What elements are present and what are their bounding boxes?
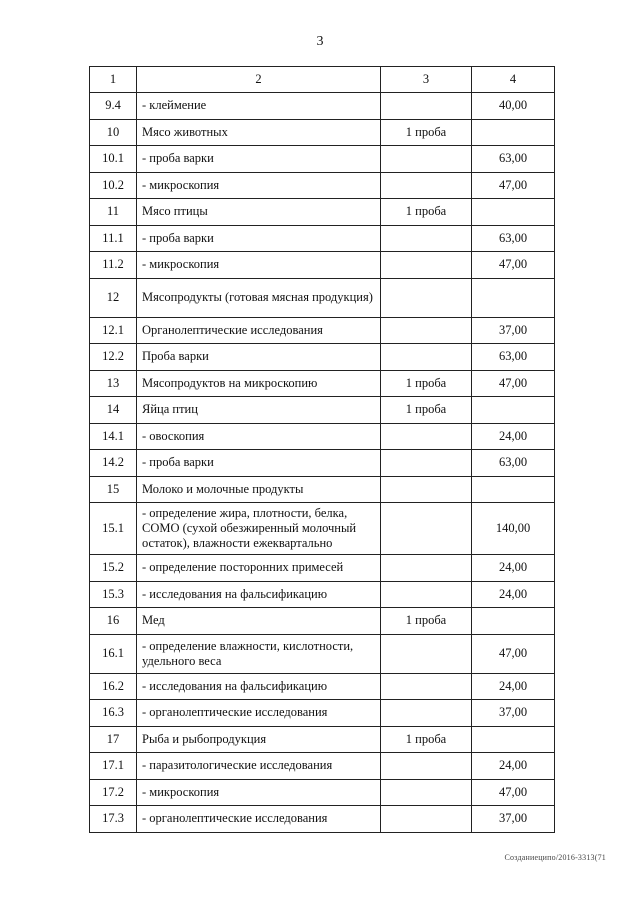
row-name: - определение влажности, кислотности, удельного веса: [137, 634, 381, 673]
row-price: 47,00: [472, 252, 555, 279]
row-number: 17.1: [90, 753, 137, 780]
row-name: Проба варки: [137, 344, 381, 371]
row-price: 24,00: [472, 673, 555, 700]
row-unit: [381, 450, 472, 477]
row-name: - микроскопия: [137, 252, 381, 279]
row-number: 17.2: [90, 779, 137, 806]
row-price: [472, 199, 555, 226]
table-row: [90, 581, 555, 608]
table-row: [90, 476, 555, 503]
row-unit: [381, 673, 472, 700]
row-unit: [381, 503, 472, 555]
table-row: [90, 93, 555, 120]
row-unit: [381, 806, 472, 833]
table-row: [90, 119, 555, 146]
row-price: 140,00: [472, 503, 555, 555]
row-number: 14.2: [90, 450, 137, 477]
row-unit: [381, 172, 472, 199]
table-row: [90, 555, 555, 582]
table-row: [90, 172, 555, 199]
row-unit: [381, 700, 472, 727]
row-number: 10.2: [90, 172, 137, 199]
row-price: [472, 608, 555, 635]
row-unit: 1 проба: [381, 370, 472, 397]
row-unit: [381, 317, 472, 344]
row-number: 10: [90, 119, 137, 146]
table-row: [90, 634, 555, 673]
row-name: - овоскопия: [137, 423, 381, 450]
table-row: [90, 397, 555, 424]
row-name: - микроскопия: [137, 172, 381, 199]
table-row: [90, 450, 555, 477]
row-unit: [381, 93, 472, 120]
row-name: - определение посторонних примесей: [137, 555, 381, 582]
row-unit: [381, 476, 472, 503]
column-header-3: 3: [381, 67, 472, 93]
row-name: - проба варки: [137, 146, 381, 173]
table-row: [90, 146, 555, 173]
table-row: [90, 317, 555, 344]
row-name: Молоко и молочные продукты: [137, 476, 381, 503]
table-row: [90, 700, 555, 727]
row-number: 16.3: [90, 700, 137, 727]
row-number: 16: [90, 608, 137, 635]
document-footer-code: Созданиеципо/2016-3313(71: [504, 853, 606, 862]
table-row: [90, 673, 555, 700]
row-name: Мед: [137, 608, 381, 635]
row-unit: [381, 225, 472, 252]
column-header-1: 1: [90, 67, 137, 93]
table-row: [90, 423, 555, 450]
row-name: - микроскопия: [137, 779, 381, 806]
row-unit: [381, 278, 472, 317]
row-name: - органолептические исследования: [137, 700, 381, 727]
row-number: 17: [90, 726, 137, 753]
row-name: Рыба и рыбопродукция: [137, 726, 381, 753]
row-price: 40,00: [472, 93, 555, 120]
row-name: Мясо птицы: [137, 199, 381, 226]
row-unit: [381, 634, 472, 673]
table-row: [90, 806, 555, 833]
row-price: 63,00: [472, 225, 555, 252]
row-price: 63,00: [472, 450, 555, 477]
row-unit: [381, 423, 472, 450]
page-number: 3: [316, 34, 324, 49]
row-number: 13: [90, 370, 137, 397]
row-price: 47,00: [472, 172, 555, 199]
row-number: 14.1: [90, 423, 137, 450]
row-price: 63,00: [472, 344, 555, 371]
table-row: [90, 225, 555, 252]
row-unit: 1 проба: [381, 726, 472, 753]
row-name: - органолептические исследования: [137, 806, 381, 833]
row-price: 24,00: [472, 423, 555, 450]
row-price: 37,00: [472, 317, 555, 344]
row-price: 24,00: [472, 753, 555, 780]
row-price: [472, 726, 555, 753]
row-number: 11.2: [90, 252, 137, 279]
column-header-2: 2: [137, 67, 381, 93]
table-row: [90, 278, 555, 317]
table-row: [90, 726, 555, 753]
row-number: 15.3: [90, 581, 137, 608]
table-row: [90, 608, 555, 635]
row-number: 12: [90, 278, 137, 317]
row-price: [472, 278, 555, 317]
table-row: [90, 503, 555, 555]
table-row: [90, 779, 555, 806]
row-name: Яйца птиц: [137, 397, 381, 424]
row-price: 47,00: [472, 370, 555, 397]
row-number: 10.1: [90, 146, 137, 173]
row-name: Мясопродукты (готовая мясная продукция): [137, 278, 381, 317]
price-table: [89, 66, 555, 833]
table-row: [90, 252, 555, 279]
row-number: 15.2: [90, 555, 137, 582]
row-number: 15: [90, 476, 137, 503]
row-number: 16.1: [90, 634, 137, 673]
row-name: - исследования на фальсификацию: [137, 673, 381, 700]
row-number: 14: [90, 397, 137, 424]
row-name: - проба варки: [137, 450, 381, 477]
row-unit: [381, 146, 472, 173]
row-price: 24,00: [472, 555, 555, 582]
row-price: 47,00: [472, 634, 555, 673]
row-price: [472, 476, 555, 503]
row-price: 63,00: [472, 146, 555, 173]
row-unit: 1 проба: [381, 199, 472, 226]
row-number: 12.2: [90, 344, 137, 371]
row-price: 24,00: [472, 581, 555, 608]
row-number: 15.1: [90, 503, 137, 555]
row-number: 11.1: [90, 225, 137, 252]
row-price: 37,00: [472, 806, 555, 833]
table-row: [90, 753, 555, 780]
row-price: 47,00: [472, 779, 555, 806]
row-unit: [381, 555, 472, 582]
row-unit: 1 проба: [381, 119, 472, 146]
row-name: - паразитологические исследования: [137, 753, 381, 780]
row-unit: [381, 581, 472, 608]
table-row: [90, 344, 555, 371]
column-header-4: 4: [472, 67, 555, 93]
row-price: 37,00: [472, 700, 555, 727]
row-number: 9.4: [90, 93, 137, 120]
row-price: [472, 119, 555, 146]
row-unit: 1 проба: [381, 608, 472, 635]
row-unit: [381, 753, 472, 780]
row-unit: [381, 252, 472, 279]
row-number: 12.1: [90, 317, 137, 344]
table-row: [90, 199, 555, 226]
row-name: - клеймение: [137, 93, 381, 120]
row-name: - исследования на фальсификацию: [137, 581, 381, 608]
row-unit: 1 проба: [381, 397, 472, 424]
row-number: 16.2: [90, 673, 137, 700]
row-number: 11: [90, 199, 137, 226]
row-number: 17.3: [90, 806, 137, 833]
row-name: Органолептические исследования: [137, 317, 381, 344]
row-unit: [381, 344, 472, 371]
row-unit: [381, 779, 472, 806]
row-name: - проба варки: [137, 225, 381, 252]
row-name: - определение жира, плотности, белка, СОМО (сухой обезжиренный молочный остаток), влажности ежеквартально: [137, 503, 381, 555]
row-name: Мясопродуктов на микроскопию: [137, 370, 381, 397]
row-name: Мясо животных: [137, 119, 381, 146]
row-price: [472, 397, 555, 424]
table-row: [90, 370, 555, 397]
table-header-row: [90, 67, 555, 93]
